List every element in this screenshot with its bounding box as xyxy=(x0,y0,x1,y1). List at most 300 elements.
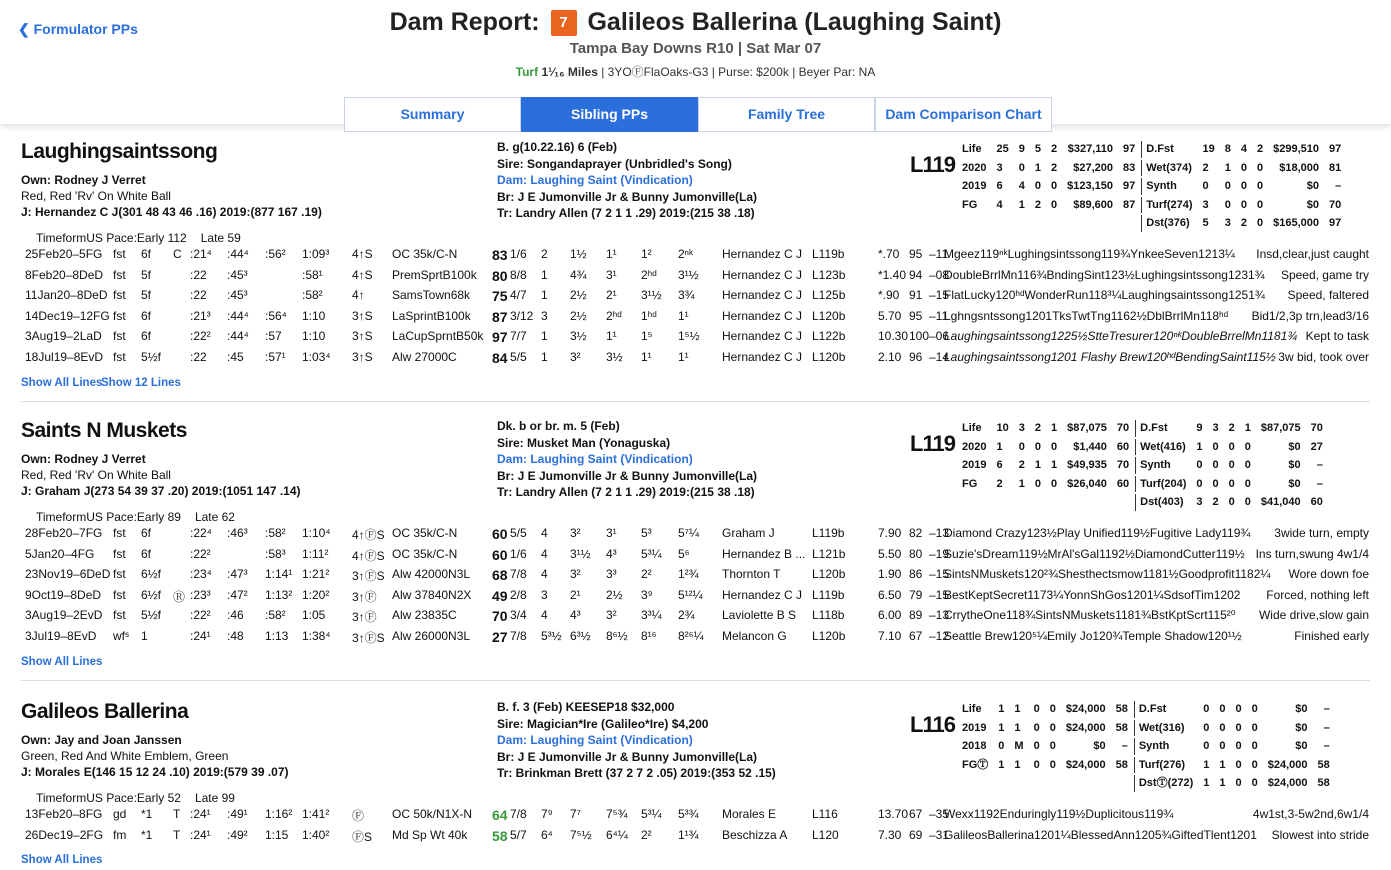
pp-cell: :21⁴ xyxy=(190,247,212,261)
sire: Sire: Magician*Ire (Galileo*Ire) $4,200 xyxy=(497,716,709,731)
pp-cell: *.70 xyxy=(878,247,900,261)
stat-cell: 1 xyxy=(998,703,1005,715)
stat-cell: 1 xyxy=(1244,422,1251,434)
stat-cell: $0 xyxy=(1295,721,1308,734)
pp-cell: Kept to task xyxy=(1305,329,1369,344)
stat-cell: D.Fst xyxy=(1141,141,1196,158)
pp-cell: 8Feb20–8DeD xyxy=(25,267,104,282)
pp-cell: 4↑ⒻS xyxy=(352,548,385,563)
stat-cell: $0 xyxy=(1306,180,1320,192)
pp-cell: 7/7 xyxy=(510,329,527,344)
pp-cell: OC 50k/N1X-N xyxy=(392,807,473,821)
stat-cell: 70 xyxy=(1329,198,1342,211)
stat-cell: 0 xyxy=(1219,740,1226,752)
sire: Sire: Musket Man (Yonaguska) xyxy=(497,435,671,450)
stat-cell: 0 xyxy=(1257,161,1264,174)
stat-cell: Life xyxy=(962,703,982,715)
pp-cell: 3w bid, took over xyxy=(1278,350,1369,364)
pp-cell: 3↑S xyxy=(352,308,373,323)
stat-cell: 87 xyxy=(1123,198,1136,211)
stat-cell xyxy=(1063,215,1117,232)
pp-cell: 5f xyxy=(141,288,152,303)
pp-cell: 6f xyxy=(141,526,152,540)
breeder: Br: J E Jumonville Jr & Bunny Jumonville(La) xyxy=(497,189,758,204)
pp-cell: 82 xyxy=(909,526,923,540)
stat-cell: $0 xyxy=(1093,740,1106,752)
stat-cell: $0 xyxy=(1288,459,1301,471)
pp-cell: 8/8 xyxy=(510,267,527,282)
silks: Red, Red 'Rv' On White Ball xyxy=(21,468,171,482)
stat-cell xyxy=(1113,494,1133,511)
pp-cell: :56⁴ xyxy=(265,308,287,323)
stat-cell: 60 xyxy=(1310,496,1323,508)
stat-cell: DstⓉ(272) xyxy=(1134,775,1197,792)
pp-cell: 60 xyxy=(492,546,508,563)
stat-cell: Turf(204) xyxy=(1135,476,1190,493)
stat-cell: 0 xyxy=(1228,440,1235,453)
pp-cell: 3² xyxy=(570,567,581,582)
pp-cell: –35 xyxy=(929,807,950,821)
horse-name[interactable]: Laughingsaintssong xyxy=(21,140,218,163)
pp-cell: :44⁴ xyxy=(227,247,249,261)
pp-cell: L123b xyxy=(812,267,846,282)
pp-cell: 84 xyxy=(492,350,508,366)
section-divider xyxy=(21,401,1370,402)
chevron-left-icon: ❮ xyxy=(18,21,30,37)
stat-cell: 70 xyxy=(1116,422,1130,434)
pp-cell: 7⁹ xyxy=(541,807,553,821)
pp-cell: 1ʰᵈ xyxy=(641,308,657,323)
pp-cell: PremSprtB100k xyxy=(392,267,477,282)
pp-cell: 3wide turn, empty xyxy=(1274,526,1369,540)
pp-cell: :21³ xyxy=(190,308,211,323)
stat-cell: 58 xyxy=(1115,721,1128,734)
pp-cell: 5³¼ xyxy=(641,546,662,561)
pp-cell: 67 xyxy=(909,629,923,643)
pp-cell: fst xyxy=(113,350,126,364)
trainer: Tr: Landry Allen (7 2 1 1 .29) 2019:(215 38 .18) xyxy=(497,485,755,499)
pp-cell: 3³¼ xyxy=(641,608,662,623)
dam-link[interactable]: Dam: Laughing Saint (Vindication) xyxy=(497,173,693,187)
stat-cell xyxy=(992,215,1012,232)
pp-cell: 25Feb20–5FG xyxy=(25,247,103,261)
pp-cell: 1⁵ xyxy=(641,329,653,344)
breeder: Br: J E Jumonville Jr & Bunny Jumonville(La) xyxy=(497,749,758,764)
stat-cell: 4 xyxy=(996,198,1003,211)
stat-cell: FG xyxy=(962,477,978,490)
show-lines-link[interactable]: Show All Lines xyxy=(21,854,103,867)
pp-cell: 2¹ xyxy=(570,587,581,602)
pp-cell: T xyxy=(173,807,181,821)
pp-cell: 1:14¹ xyxy=(265,567,293,582)
pp-cell: –12 xyxy=(929,629,950,643)
pp-cell: Hernandez C J xyxy=(722,587,803,602)
stat-cell: Synth xyxy=(1134,738,1197,755)
pp-cell: 8¹⁶ xyxy=(641,629,657,643)
race-details: Turf 1¹⁄₁₆ Miles | 3YOⒻFlaOaks-G3 | Purse: $200k | Beyer Par: NA xyxy=(515,65,876,79)
pp-cell: 27 xyxy=(492,629,508,645)
stat-cell: 58 xyxy=(1115,758,1128,771)
stat-cell: 2 xyxy=(1228,422,1235,434)
stat-cell: M xyxy=(1014,740,1024,752)
pp-cell: 94 xyxy=(909,267,923,282)
pp-cell: :44⁴ xyxy=(227,308,249,323)
stat-cell: 0 xyxy=(1050,180,1058,192)
pp-cell: 80 xyxy=(492,267,508,284)
pp-cell: 28Feb20–7FG xyxy=(25,526,103,540)
pp-cell: Hernandez C J xyxy=(722,288,803,303)
pp-cell: wfˢ xyxy=(113,629,130,643)
pp-cell: Laviolette B S xyxy=(722,608,797,623)
pp-cell: –13 xyxy=(929,608,950,623)
pp-cell: 3↑S xyxy=(352,350,373,364)
stat-cell: 5 xyxy=(1034,143,1041,155)
stat-cell: 0 xyxy=(1244,496,1251,508)
pp-cell: fst xyxy=(113,608,126,623)
pp-cell: 5¹²¼ xyxy=(678,587,703,602)
pp-cell: :49² xyxy=(227,827,248,842)
pp-cell: Hernandez C J xyxy=(722,308,803,323)
pp-cell: Laughingsaintssong1225½StteTresurer120ⁿᵏDoubleBrrelMn1181¾ xyxy=(944,329,1298,344)
stat-cell: 1 xyxy=(998,758,1005,771)
pp-cell: –15 xyxy=(929,288,950,303)
stat-cell: 9 xyxy=(1018,143,1025,155)
pp-cell: 1¹ xyxy=(678,308,689,323)
pp-cell: 3Aug19–2EvD xyxy=(25,608,103,623)
breed-info: B. g(10.22.16) 6 (Feb) xyxy=(497,140,618,154)
pp-cell: 3↑ⒻS xyxy=(352,569,385,584)
breeding-block xyxy=(497,699,776,782)
weight: L119 xyxy=(910,431,955,456)
pp-cell: 1:16² xyxy=(265,807,293,821)
pp-cell: 7⁵¾ xyxy=(606,807,628,821)
tab-sibling-pps[interactable]: Sibling PPs xyxy=(521,97,698,132)
pp-cell: fst xyxy=(113,329,126,344)
pp-cell: Ⓡ xyxy=(173,589,186,604)
pp-cell: 1² xyxy=(641,247,652,261)
stat-cell: 97 xyxy=(1329,217,1342,229)
stat-cell: 25 xyxy=(996,143,1009,155)
race-number-badge: 7 xyxy=(551,10,577,36)
pp-cell: 83 xyxy=(492,247,508,263)
stat-cell xyxy=(958,215,990,232)
pp-cell: 8²⁶¼ xyxy=(678,629,704,643)
stat-cell: 0 xyxy=(1196,459,1203,471)
pp-cell: 3¾ xyxy=(678,288,695,303)
stat-cell xyxy=(1119,215,1139,232)
pp-cell: 67 xyxy=(909,807,923,821)
pp-cell: 6⁴ xyxy=(541,827,553,842)
pp-cell: 69 xyxy=(909,827,923,842)
stat-cell: $87,075 xyxy=(1260,422,1301,434)
pp-cell: Ⓕ xyxy=(352,809,365,823)
pp-cell: :46³ xyxy=(227,526,248,540)
pp-cell: 3Aug19–2LaD xyxy=(25,329,102,344)
pp-cell: Thornton T xyxy=(722,567,781,582)
stat-cell: 2 xyxy=(1034,422,1041,434)
stat-cell: $26,040 xyxy=(1067,477,1107,490)
pp-cell: DoubleBrrlMn116¾BndingSint123½Lughingsintssong1231¾ xyxy=(944,267,1265,282)
pp-cell: L118b xyxy=(812,608,845,623)
pp-cell: 58 xyxy=(492,827,508,844)
stat-cell: Turf(274) xyxy=(1141,197,1196,214)
pp-cell: :58² xyxy=(302,288,323,303)
pp-cell: 4↑ xyxy=(352,288,365,303)
pp-cell: 7⁵½ xyxy=(570,827,592,842)
pp-cell: :57¹ xyxy=(265,350,286,364)
stat-cell: 2019 xyxy=(962,721,987,734)
pp-cell: 1:09³ xyxy=(302,247,330,261)
breeding-block xyxy=(497,418,757,501)
pp-cell: Mgeez119ⁿᵏLughingsintssong119¾YnkeeSeven1213¼ xyxy=(944,247,1235,261)
dam-link[interactable]: Dam: Laughing Saint (Vindication) xyxy=(497,452,693,466)
stat-cell xyxy=(1015,215,1029,232)
stat-cell: 0 xyxy=(1244,459,1251,471)
stat-cell: $87,075 xyxy=(1067,422,1107,434)
pp-cell: 6½f xyxy=(141,587,162,602)
stat-cell: 0 xyxy=(1203,721,1210,734)
jockey: J: Graham J(273 54 39 37 .20) 2019:(1051 147 .14) xyxy=(21,484,301,498)
stat-cell: $24,000 xyxy=(1267,777,1308,789)
stat-cell: FG xyxy=(962,198,978,211)
pp-cell: Hernandez C J xyxy=(722,350,803,364)
stat-cell: Life xyxy=(962,422,982,434)
stat-cell: 5 xyxy=(1202,217,1209,229)
stat-cell: 2 xyxy=(1240,217,1247,229)
stat-cell: 58 xyxy=(1115,703,1128,715)
stat-cell: 0 xyxy=(1049,740,1056,752)
pp-cell: 3↑Ⓕ xyxy=(352,610,377,625)
horse-name[interactable]: Galileos Ballerina xyxy=(21,700,189,723)
pp-cell: fst xyxy=(113,247,126,261)
stat-cell: 0 xyxy=(1251,758,1258,771)
pp-cell: Forced, nothing left xyxy=(1266,587,1369,602)
trainer: Tr: Landry Allen (7 2 1 1 .29) 2019:(215 38 .18) xyxy=(497,206,755,220)
page-title: Dam Report: 7 Galileos Ballerina (Laughing Saint) xyxy=(389,8,1002,36)
pp-cell: 2½ xyxy=(570,308,587,323)
stat-cell xyxy=(1010,775,1027,792)
pp-cell: 8⁶½ xyxy=(606,629,628,643)
stat-cell: 0 xyxy=(1050,477,1058,490)
stat-cell: $24,000 xyxy=(1065,758,1106,771)
pp-cell: :49¹ xyxy=(227,807,248,821)
stat-cell: 0 xyxy=(1240,161,1247,174)
pp-cell: fst xyxy=(113,567,126,582)
pp-cell: 6⁴¼ xyxy=(606,827,628,842)
pp-cell: Speed, game try xyxy=(1280,267,1369,282)
pp-cell: 2/8 xyxy=(510,587,527,602)
pp-cell: 7.30 xyxy=(878,827,902,842)
pp-cell: ⒻS xyxy=(352,829,373,844)
stat-cell: 0 xyxy=(1251,721,1258,734)
pp-cell: 3³ xyxy=(606,567,617,582)
pp-cell: fst xyxy=(113,308,126,323)
pp-cell: :24¹ xyxy=(190,629,211,643)
pp-cell: Alw 26000N3L xyxy=(392,629,471,643)
jockey: J: Morales E(146 15 12 24 .10) 2019:(579 39 .07) xyxy=(21,765,289,779)
stat-cell xyxy=(1047,215,1061,232)
show-lines-link[interactable]: Show 12 Lines xyxy=(101,376,181,389)
pp-cell: 2½ xyxy=(606,587,623,602)
stat-cell: $89,600 xyxy=(1073,198,1113,211)
stat-cell: 9 xyxy=(1196,422,1203,434)
stat-cell: D.Fst xyxy=(1134,701,1197,718)
horse-name[interactable]: Saints N Muskets xyxy=(21,419,187,442)
stat-cell: 2020 xyxy=(962,440,987,453)
pp-cell: 1:41² xyxy=(302,807,330,821)
pp-cell: –19 xyxy=(929,546,950,561)
stat-cell: 3 xyxy=(996,161,1003,174)
silks: Green, Red And White Emblem, Green xyxy=(21,749,229,763)
pp-cell: 7⁷ xyxy=(570,807,582,821)
stat-cell: 0 xyxy=(1033,740,1040,752)
pp-cell: :22 xyxy=(190,350,207,364)
pp-cell: 5³ xyxy=(641,526,652,540)
pp-cell: L121b xyxy=(812,546,846,561)
pp-cell: 86 xyxy=(909,567,923,582)
pp-cell: 2² xyxy=(641,567,652,582)
pp-cell: Seattle Brew120⁵¼Emily Jo120¾Temple Shadow120¹½ xyxy=(944,629,1242,643)
pp-cell: 89 xyxy=(909,608,923,623)
pp-cell: 1:10⁴ xyxy=(302,526,331,540)
stat-cell: $24,000 xyxy=(1267,758,1308,771)
pp-cell: CrrytheOne118¾SintsNMuskets1181¾BstKptScrt115²⁰ xyxy=(944,608,1236,623)
pp-cell: :45³ xyxy=(227,288,248,303)
pp-cell: 1:10 xyxy=(302,329,326,344)
tab-dam-comparison-chart[interactable]: Dam Comparison Chart xyxy=(875,97,1052,132)
stat-cell: D.Fst xyxy=(1135,420,1190,437)
stat-cell xyxy=(994,775,1008,792)
pp-cell: 3½ xyxy=(570,329,587,344)
weight: L116 xyxy=(910,712,955,737)
pp-cell: L120 xyxy=(812,827,839,842)
pp-cell: :47³ xyxy=(227,567,248,582)
stat-cell xyxy=(1015,494,1029,511)
stat-cell: Turf(276) xyxy=(1134,757,1197,774)
stat-cell: 0 xyxy=(1203,740,1210,752)
back-link[interactable]: ❮ Formulator PPs xyxy=(18,21,138,37)
pp-cell: 3¹½ xyxy=(641,288,662,303)
stat-cell: 3 xyxy=(1212,422,1219,434)
stat-cell: 0 xyxy=(1240,198,1247,211)
pp-cell: 49 xyxy=(492,587,508,604)
pp-cell: Hernandez C J xyxy=(722,247,803,261)
pp-cell: 7/8 xyxy=(510,629,527,643)
stat-cell: $0 xyxy=(1306,198,1320,211)
stat-cell: 1 xyxy=(1219,777,1226,789)
pp-cell: 6f xyxy=(141,546,152,561)
pp-cell: 5½f xyxy=(141,350,162,364)
stat-cell: Synth xyxy=(1135,457,1190,474)
pp-cell: *.90 xyxy=(878,288,900,303)
stat-cell: $299,510 xyxy=(1273,143,1320,155)
pp-cell: Wide drive,slow gain xyxy=(1258,608,1369,623)
pp-cell: Alw 23835C xyxy=(392,608,457,623)
show-lines-link[interactable]: Show All Lines xyxy=(21,376,103,389)
pp-cell: 3↑ⒻS xyxy=(352,631,385,645)
stat-cell: 0 xyxy=(1219,703,1226,715)
dam-link[interactable]: Dam: Laughing Saint (Vindication) xyxy=(497,733,693,747)
pp-cell: GalileosBallerina1201¼BlessedAnn1205¾GiftedTlent1201 xyxy=(944,827,1257,842)
pp-cell: 3/12 xyxy=(510,308,534,323)
stat-cell: Synth xyxy=(1141,178,1196,195)
pp-cell: 4↑S xyxy=(352,247,373,261)
stat-cell: 1 xyxy=(1034,161,1041,174)
stat-cell: 1 xyxy=(1034,459,1041,471)
tab-family-tree[interactable]: Family Tree xyxy=(698,97,875,132)
pp-cell: 75 xyxy=(492,288,508,305)
pp-cell: 4w1st,3-5w2nd,6w1/4 xyxy=(1252,807,1369,821)
pp-cell: 6³½ xyxy=(570,629,591,643)
pp-cell: 14Dec19–12FG xyxy=(25,308,110,323)
pp-cell: :45 xyxy=(227,350,244,364)
stat-cell: 58 xyxy=(1317,758,1330,771)
stat-cell: – xyxy=(1316,477,1323,490)
pp-cell: Beschizza A xyxy=(722,827,788,842)
stat-cell: Wet(316) xyxy=(1134,720,1197,737)
stat-cell: 2 xyxy=(1212,496,1219,508)
pp-cell: 1¹ xyxy=(606,329,617,344)
stat-cell: 0 xyxy=(1212,477,1219,490)
stat-cell: $41,040 xyxy=(1260,496,1301,508)
pp-cell: 1:20² xyxy=(302,587,330,602)
pp-cell: :48 xyxy=(227,629,244,643)
pp-cell: 96 xyxy=(909,350,923,364)
stat-cell: $24,000 xyxy=(1065,703,1106,715)
pp-cell: –08 xyxy=(929,267,950,282)
pp-cell: Md Sp Wt 40k xyxy=(392,827,468,842)
pp-cell: 6½f xyxy=(141,567,162,582)
pp-cell: –14 xyxy=(929,350,950,364)
stat-cell: 0 xyxy=(1251,777,1258,789)
pp-cell: :22 xyxy=(190,267,207,282)
stat-cell: $0 xyxy=(1288,440,1301,453)
pp-cell: –13 xyxy=(929,526,950,540)
pp-cell: :58² xyxy=(265,608,286,623)
pp-cell: 4 xyxy=(541,567,548,582)
owner-block xyxy=(21,732,289,780)
owner: Own: Jay and Joan Janssen xyxy=(21,733,182,747)
tab-summary[interactable]: Summary xyxy=(344,97,521,132)
show-lines-link[interactable]: Show All Lines xyxy=(21,655,103,668)
pp-cell: fst xyxy=(113,267,126,282)
pp-cell: SintsNMuskets120²¾Shesthectsmow1181½Goodprofit1182¼ xyxy=(944,567,1271,582)
pp-cell: 3² xyxy=(606,608,617,623)
pp-cell: *1 xyxy=(141,807,153,821)
pp-cell: Bid1/2,3p trn,lead3/16 xyxy=(1251,308,1369,323)
pp-cell: 7/8 xyxy=(510,807,527,821)
pp-cell: Graham J xyxy=(722,526,775,540)
pp-cell: fst xyxy=(113,288,126,303)
stat-cell: $18,000 xyxy=(1279,161,1320,174)
stat-cell xyxy=(1046,775,1060,792)
stat-cell xyxy=(1062,775,1110,792)
pp-cell: L120b xyxy=(812,629,846,643)
breed-info: Dk. b or br. m. 5 (Feb) xyxy=(497,419,620,433)
stat-cell: 0 xyxy=(1049,721,1056,734)
pp-cell: 10.30 xyxy=(878,329,909,344)
pp-cell: OC 35k/C-N xyxy=(392,247,458,261)
pp-cell: 5f xyxy=(141,267,152,282)
stat-cell: $327,110 xyxy=(1067,143,1113,155)
stat-cell: – xyxy=(1121,740,1128,752)
pp-cell: 4↑S xyxy=(352,267,373,282)
section-divider xyxy=(21,680,1370,681)
stat-cell: 3 xyxy=(1018,422,1025,434)
stat-cell: 0 xyxy=(1033,703,1040,715)
pp-cell: gd xyxy=(113,807,127,821)
stat-cell: 2 xyxy=(1018,459,1025,471)
